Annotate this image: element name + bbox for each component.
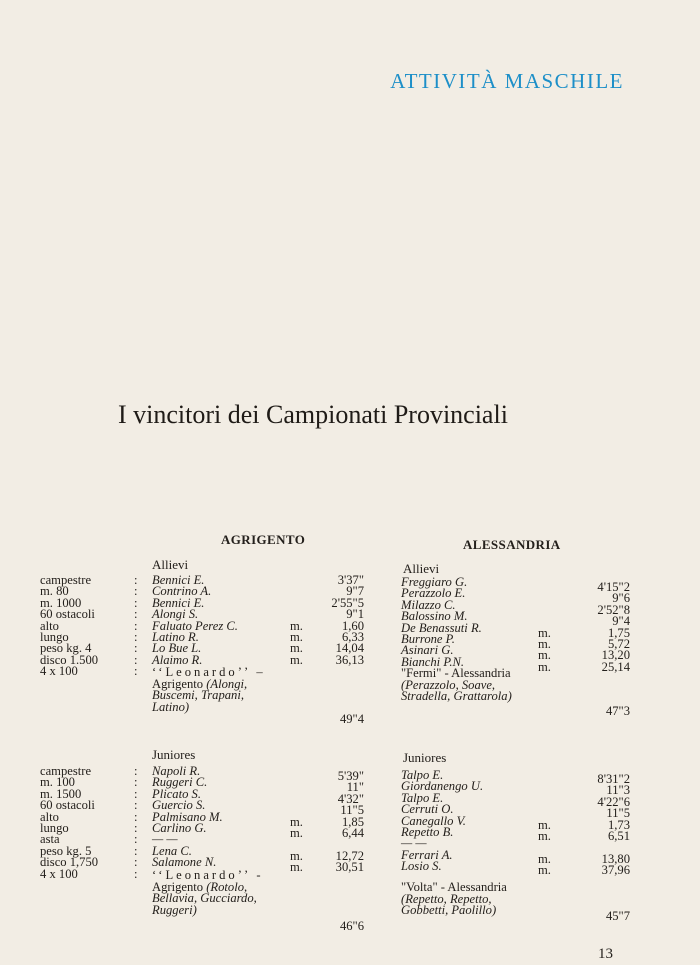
province-heading-alessandria: ALESSANDRIA [463, 537, 561, 552]
results-agrigento-juniores [290, 771, 364, 874]
event-label: 4 x 100 [40, 664, 78, 679]
relay-agrigento-allievi: ‘‘Leonardo’’ – Agrigento (Alongi, Buscemi, Trapani, Latino) [152, 665, 266, 714]
winners-agrigento-allievi [152, 575, 297, 666]
results-alessandria-allievi [538, 582, 630, 673]
page-title: I vincitori dei Campionati Provinciali [118, 400, 508, 429]
athlete-name: Canegallo V. [401, 813, 466, 828]
result-row: 2'52"8 [597, 602, 630, 617]
results-alessandria-juniores [538, 774, 630, 877]
relay-alessandria-juniores: "Volta" - Alessandria (Repetto, Repetto, Gobbetti, Paolillo) [401, 880, 507, 918]
result-row: 9"4 [612, 614, 630, 629]
result-row: m. 37,96 [538, 863, 630, 878]
colon-column-allievi: : : : : : : : : : [134, 573, 138, 679]
result-row: 11"5 [340, 803, 364, 818]
result-row: 3'37" [337, 573, 364, 587]
athlete-name: Asinari G. [401, 643, 454, 658]
result-row: 2'55"5 [331, 595, 364, 610]
event-list-juniores [40, 766, 135, 880]
result-row: m. 1,85 [290, 814, 364, 829]
result-row: m. 13,20 [538, 648, 630, 663]
athlete-name: Salamone N. [152, 855, 217, 870]
result-row: m. 1,75 [538, 625, 630, 640]
result-row: m. 13,80 [538, 851, 630, 866]
result-row: m. 12,72 [290, 848, 364, 863]
result-row: m. 6,44 [290, 825, 364, 840]
result-row: 9"7 [346, 584, 364, 599]
athlete-name: Alongi S. [152, 607, 199, 622]
province-heading-agrigento: AGRIGENTO [221, 532, 306, 547]
athlete-name: Napoli R. [152, 764, 201, 778]
athlete-name: Bennici E. [152, 573, 205, 587]
event-label: disco 1.500 [40, 652, 99, 667]
event-label: lungo [40, 629, 69, 644]
result-row: 9"1 [346, 607, 364, 622]
athlete-name: Contrino A. [152, 584, 212, 599]
athlete-name: Freggiaro G. [401, 575, 468, 589]
athlete-name: Bianchi P.N. [401, 654, 465, 669]
results-agrigento-allievi [290, 575, 364, 666]
athlete-name: Lo Bue L. [152, 641, 202, 656]
winners-alessandria-allievi [401, 577, 546, 668]
event-label: 4 x 100 [40, 866, 78, 881]
winners-alessandria-juniores [401, 770, 546, 873]
result-row: 4'32" [337, 791, 364, 806]
athlete-name: De Benassuti R. [401, 620, 482, 635]
athlete-name: Giordanengo U. [401, 779, 484, 794]
athlete-name: Balossino M. [401, 609, 468, 624]
athlete-name: Ruggeri C. [152, 775, 208, 790]
athlete-name: Burrone P. [401, 631, 455, 646]
athlete-name: Palmisano M. [152, 809, 223, 824]
category-label-allievi-agrigento: Allievi [152, 557, 189, 572]
result-row: m. 6,51 [538, 828, 630, 843]
result-row: m. 30,51 [290, 860, 364, 875]
category-label-allievi-alessandria: Allievi [403, 561, 440, 576]
athlete-name: Latino R. [152, 629, 199, 644]
result-row: 11" [346, 780, 364, 795]
result-row: m. 1,73 [538, 817, 630, 832]
athlete-name: Carlino G. [152, 820, 207, 835]
event-label: campestre [40, 573, 92, 587]
athlete-name: Talpo E. [401, 768, 444, 782]
winners-agrigento-juniores [152, 766, 297, 869]
result-row: m. 14,04 [290, 641, 364, 656]
event-label: m. 1000 [40, 595, 82, 610]
category-label-juniores-alessandria: Juniores [403, 750, 447, 765]
result-row: m. 36,13 [290, 652, 364, 667]
event-label: 60 ostacoli [40, 607, 95, 622]
result-row: m. 5,72 [538, 636, 630, 651]
result-row: 9"6 [612, 591, 630, 606]
result-row: 4'15"2 [597, 580, 630, 594]
result-row: m. 6,33 [290, 629, 364, 644]
colon-column-juniores: : : : : : : : : : : [134, 764, 138, 881]
event-label: 60 ostacoli [40, 798, 95, 813]
athlete-name: Milazzo C. [401, 597, 456, 612]
result-row: 8'31"2 [597, 772, 630, 786]
relay-time: 49"4 [339, 712, 364, 726]
page-number: 13 [598, 946, 613, 962]
result-row: 11"5 [606, 806, 630, 821]
athlete-name: Bennici E. [152, 595, 205, 610]
event-label: m. 80 [40, 584, 69, 599]
event-label: alto [40, 618, 59, 633]
event-label: lungo [40, 820, 69, 835]
result-row: m. 25,14 [538, 659, 630, 674]
athlete-name: Talpo E. [401, 790, 444, 805]
relay-time: 47"3 [605, 704, 630, 718]
event-label: asta [40, 832, 60, 847]
result-row: m. 1,60 [290, 618, 364, 633]
athlete-name: Ferrari A. [401, 847, 453, 862]
event-list-allievi [40, 575, 135, 678]
category-label-juniores-agrigento: Juniores [152, 747, 196, 762]
athlete-name: Guercio S. [152, 798, 206, 813]
athlete-name: Perazzolo E. [401, 586, 466, 601]
section-heading: ATTIVITÀ MASCHILE [390, 69, 624, 93]
athlete-name: — — [401, 836, 427, 851]
athlete-name: Repetto B. [401, 824, 454, 839]
athlete-name: Losio S. [401, 859, 442, 874]
athlete-name: Plicato S. [152, 786, 201, 801]
event-label: peso kg. 4 [40, 641, 92, 656]
relay-agrigento-juniores: ‘‘Leonardo’’ - Agrigento (Rotolo, Bellavia, Gucciardo, Ruggeri) [152, 868, 264, 917]
relay-alessandria-allievi: "Fermi" - Alessandria (Perazzolo, Soave, Stradella, Grattarola) [401, 666, 512, 704]
event-label: alto [40, 809, 59, 824]
event-label: m. 1500 [40, 786, 82, 801]
event-label: peso kg. 5 [40, 843, 92, 858]
athlete-name: Lena C. [152, 843, 192, 858]
relay-time: 45"7 [605, 909, 630, 923]
result-row: 5'39" [337, 769, 364, 783]
relay-time: 46"6 [339, 919, 364, 933]
athlete-name: — — [152, 832, 178, 847]
athlete-name: Alaimo R. [152, 652, 203, 667]
event-label: disco 1,750 [40, 855, 99, 870]
athlete-name: Cerruti O. [401, 802, 454, 817]
event-label: m. 100 [40, 775, 75, 790]
event-label: campestre [40, 764, 92, 778]
result-row: 11"3 [606, 783, 630, 798]
result-row: 4'22"6 [597, 794, 630, 809]
athlete-name: Faluato Perez C. [152, 618, 238, 633]
